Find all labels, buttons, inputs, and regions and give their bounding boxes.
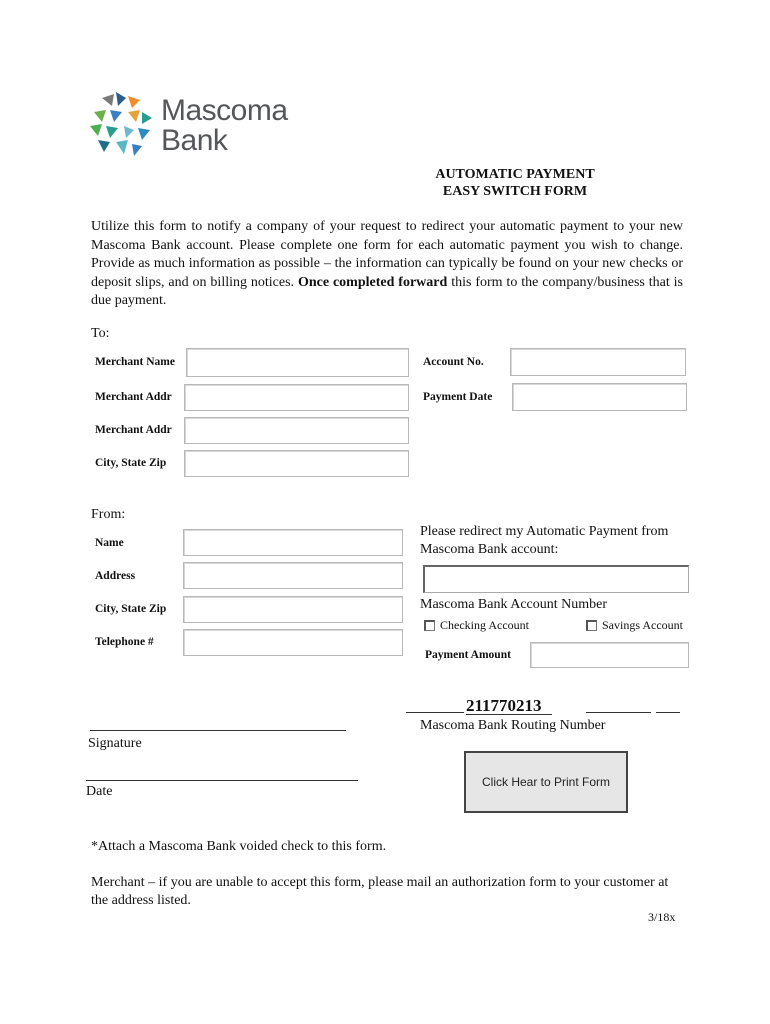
- account-number-label: Mascoma Bank Account Number: [420, 597, 608, 612]
- from-address-label: Address: [95, 570, 136, 582]
- payment-amount-label: Payment Amount: [425, 649, 511, 661]
- logo-text-line1: Mascoma: [161, 94, 288, 127]
- payment-date-field[interactable]: [512, 383, 687, 411]
- from-address-field[interactable]: [183, 562, 403, 589]
- logo-mark-icon: [88, 90, 154, 160]
- intro-bold-text: Once completed forward: [297, 274, 448, 290]
- attach-note: *Attach a Mascoma Bank voided check to this form.: [91, 839, 387, 854]
- merchant-addr1-field[interactable]: [184, 384, 409, 411]
- date-label: Date: [86, 784, 113, 799]
- telephone-label: Telephone #: [95, 636, 154, 648]
- savings-account-label: Savings Account: [602, 618, 683, 632]
- payment-amount-field[interactable]: [530, 642, 689, 668]
- signature-line[interactable]: [90, 730, 346, 731]
- merchant-note: Merchant – if you are unable to accept this form, please mail an authorization form to your customer at the address listed.: [91, 875, 669, 908]
- savings-account-checkbox[interactable]: [586, 620, 597, 631]
- account-no-label: Account No.: [423, 356, 484, 368]
- to-heading: To:: [91, 326, 110, 341]
- routing-label: Mascoma Bank Routing Number: [420, 718, 606, 733]
- merchant-name-field[interactable]: [186, 348, 409, 377]
- print-form-button[interactable]: Click Hear to Print Form: [464, 751, 628, 813]
- checking-account-label: Checking Account: [440, 618, 529, 632]
- from-city-state-zip-field[interactable]: [183, 596, 403, 623]
- merchant-addr2-field[interactable]: [184, 417, 409, 444]
- routing-underline-left: [406, 712, 464, 713]
- routing-underline-right1: [586, 712, 651, 713]
- to-city-state-zip-field[interactable]: [184, 450, 409, 477]
- merchant-name-label: Merchant Name: [95, 356, 175, 368]
- form-title-line1: AUTOMATIC PAYMENT: [435, 167, 595, 182]
- form-title: [400, 166, 630, 200]
- routing-underline-mid: [466, 714, 552, 715]
- intro-text: Utilize this form to notify a company of your request to redirect your automatic payment to your new Mascoma Bank account. Please complete one form for each automatic payment you wish to change. Provide as much information as possible – the information can typically be found on your new checks or deposit slips, and on billing notices.: [91, 219, 683, 290]
- to-city-state-zip-label: City, State Zip: [95, 457, 167, 469]
- version-code: 3/18x: [648, 910, 676, 924]
- redirect-text-line1: Please redirect my Automatic Payment from: [420, 524, 669, 539]
- account-no-field[interactable]: [510, 348, 686, 376]
- from-name-label: Name: [95, 537, 124, 549]
- routing-underline-right2: [656, 712, 680, 713]
- redirect-account-field[interactable]: [423, 565, 689, 593]
- from-name-field[interactable]: [183, 529, 403, 556]
- logo-text-line2: Bank: [161, 124, 228, 157]
- telephone-field[interactable]: [183, 629, 403, 656]
- bank-logo: [88, 90, 303, 160]
- redirect-text: [420, 523, 700, 559]
- merchant-addr1-label: Merchant Addr: [95, 391, 172, 403]
- routing-number: 211770213: [466, 696, 542, 715]
- payment-date-label: Payment Date: [423, 391, 493, 403]
- from-city-state-zip-label: City, State Zip: [95, 603, 167, 615]
- intro-after-text: this form to the company/business that is due payment.: [91, 274, 684, 308]
- from-heading: From:: [91, 507, 126, 522]
- signature-label: Signature: [88, 736, 142, 751]
- form-title-line2: EASY SWITCH FORM: [442, 184, 588, 199]
- date-line[interactable]: [86, 780, 358, 781]
- checking-account-checkbox[interactable]: [424, 620, 435, 631]
- intro-paragraph: [91, 218, 683, 311]
- redirect-text-line2: Mascoma Bank account:: [420, 542, 559, 557]
- merchant-addr2-label: Merchant Addr: [95, 424, 172, 436]
